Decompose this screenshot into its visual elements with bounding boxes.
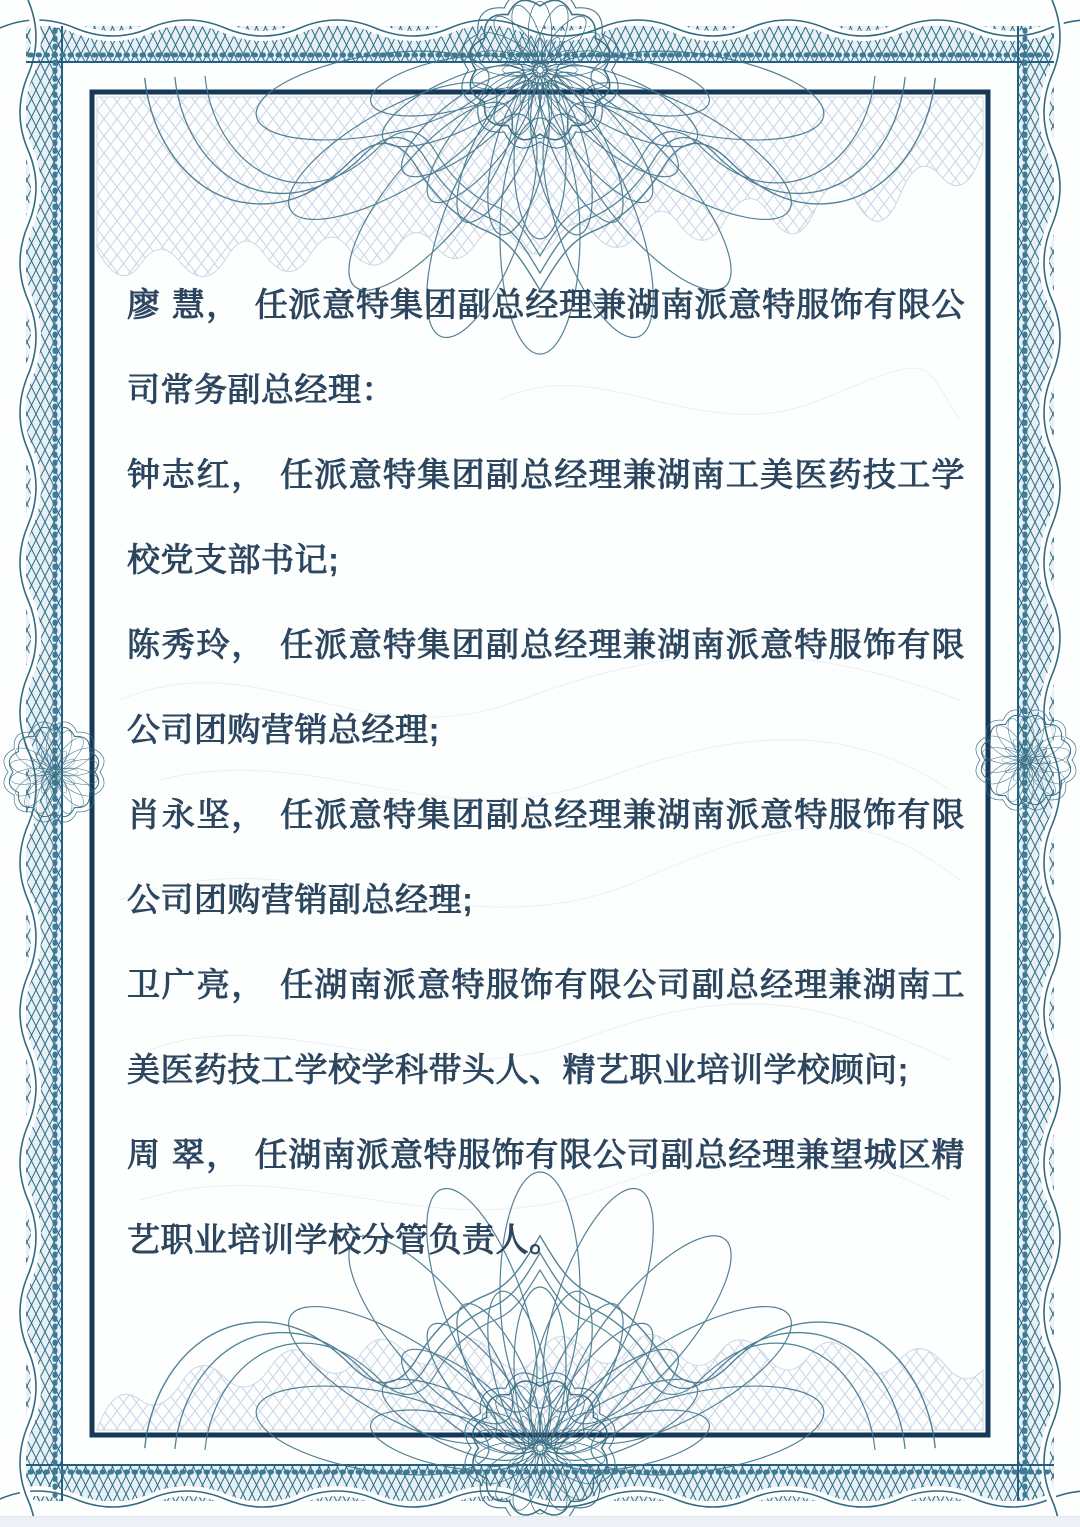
person-title: 任湖南派意特服饰有限公司副总经理兼望城区精艺职业培训学校分管负责人。 [127, 1136, 966, 1258]
appointment-text-block [127, 262, 965, 1282]
appointment-entry [127, 772, 965, 942]
person-name: 卫广亮， [127, 966, 267, 1003]
appointment-entry [127, 262, 965, 432]
person-title: 任派意特集团副总经理兼湖南派意特服饰有限公司常务副总经理： [127, 286, 966, 408]
person-name: 周 翠， [127, 1136, 241, 1173]
person-title: 任派意特集团副总经理兼湖南派意特服饰有限公司团购营销副总经理; [127, 796, 966, 918]
person-title: 任湖南派意特服饰有限公司副总经理兼湖南工美医药技工学校学科带头人、精艺职业培训学校顾问; [127, 966, 966, 1088]
person-title: 任派意特集团副总经理兼湖南工美医药技工学校党支部书记; [127, 456, 966, 578]
person-name: 陈秀玲， [127, 626, 267, 663]
appointment-entry [127, 602, 965, 772]
person-name: 廖 慧， [127, 286, 241, 323]
appointment-entry [127, 942, 965, 1112]
appointment-entry [127, 1112, 965, 1282]
appointment-entry [127, 432, 965, 602]
person-title: 任派意特集团副总经理兼湖南派意特服饰有限公司团购营销总经理; [127, 626, 966, 748]
photo-bottom-edge [0, 1516, 1080, 1527]
person-name: 钟志红， [127, 456, 267, 493]
person-name: 肖永坚， [127, 796, 267, 833]
